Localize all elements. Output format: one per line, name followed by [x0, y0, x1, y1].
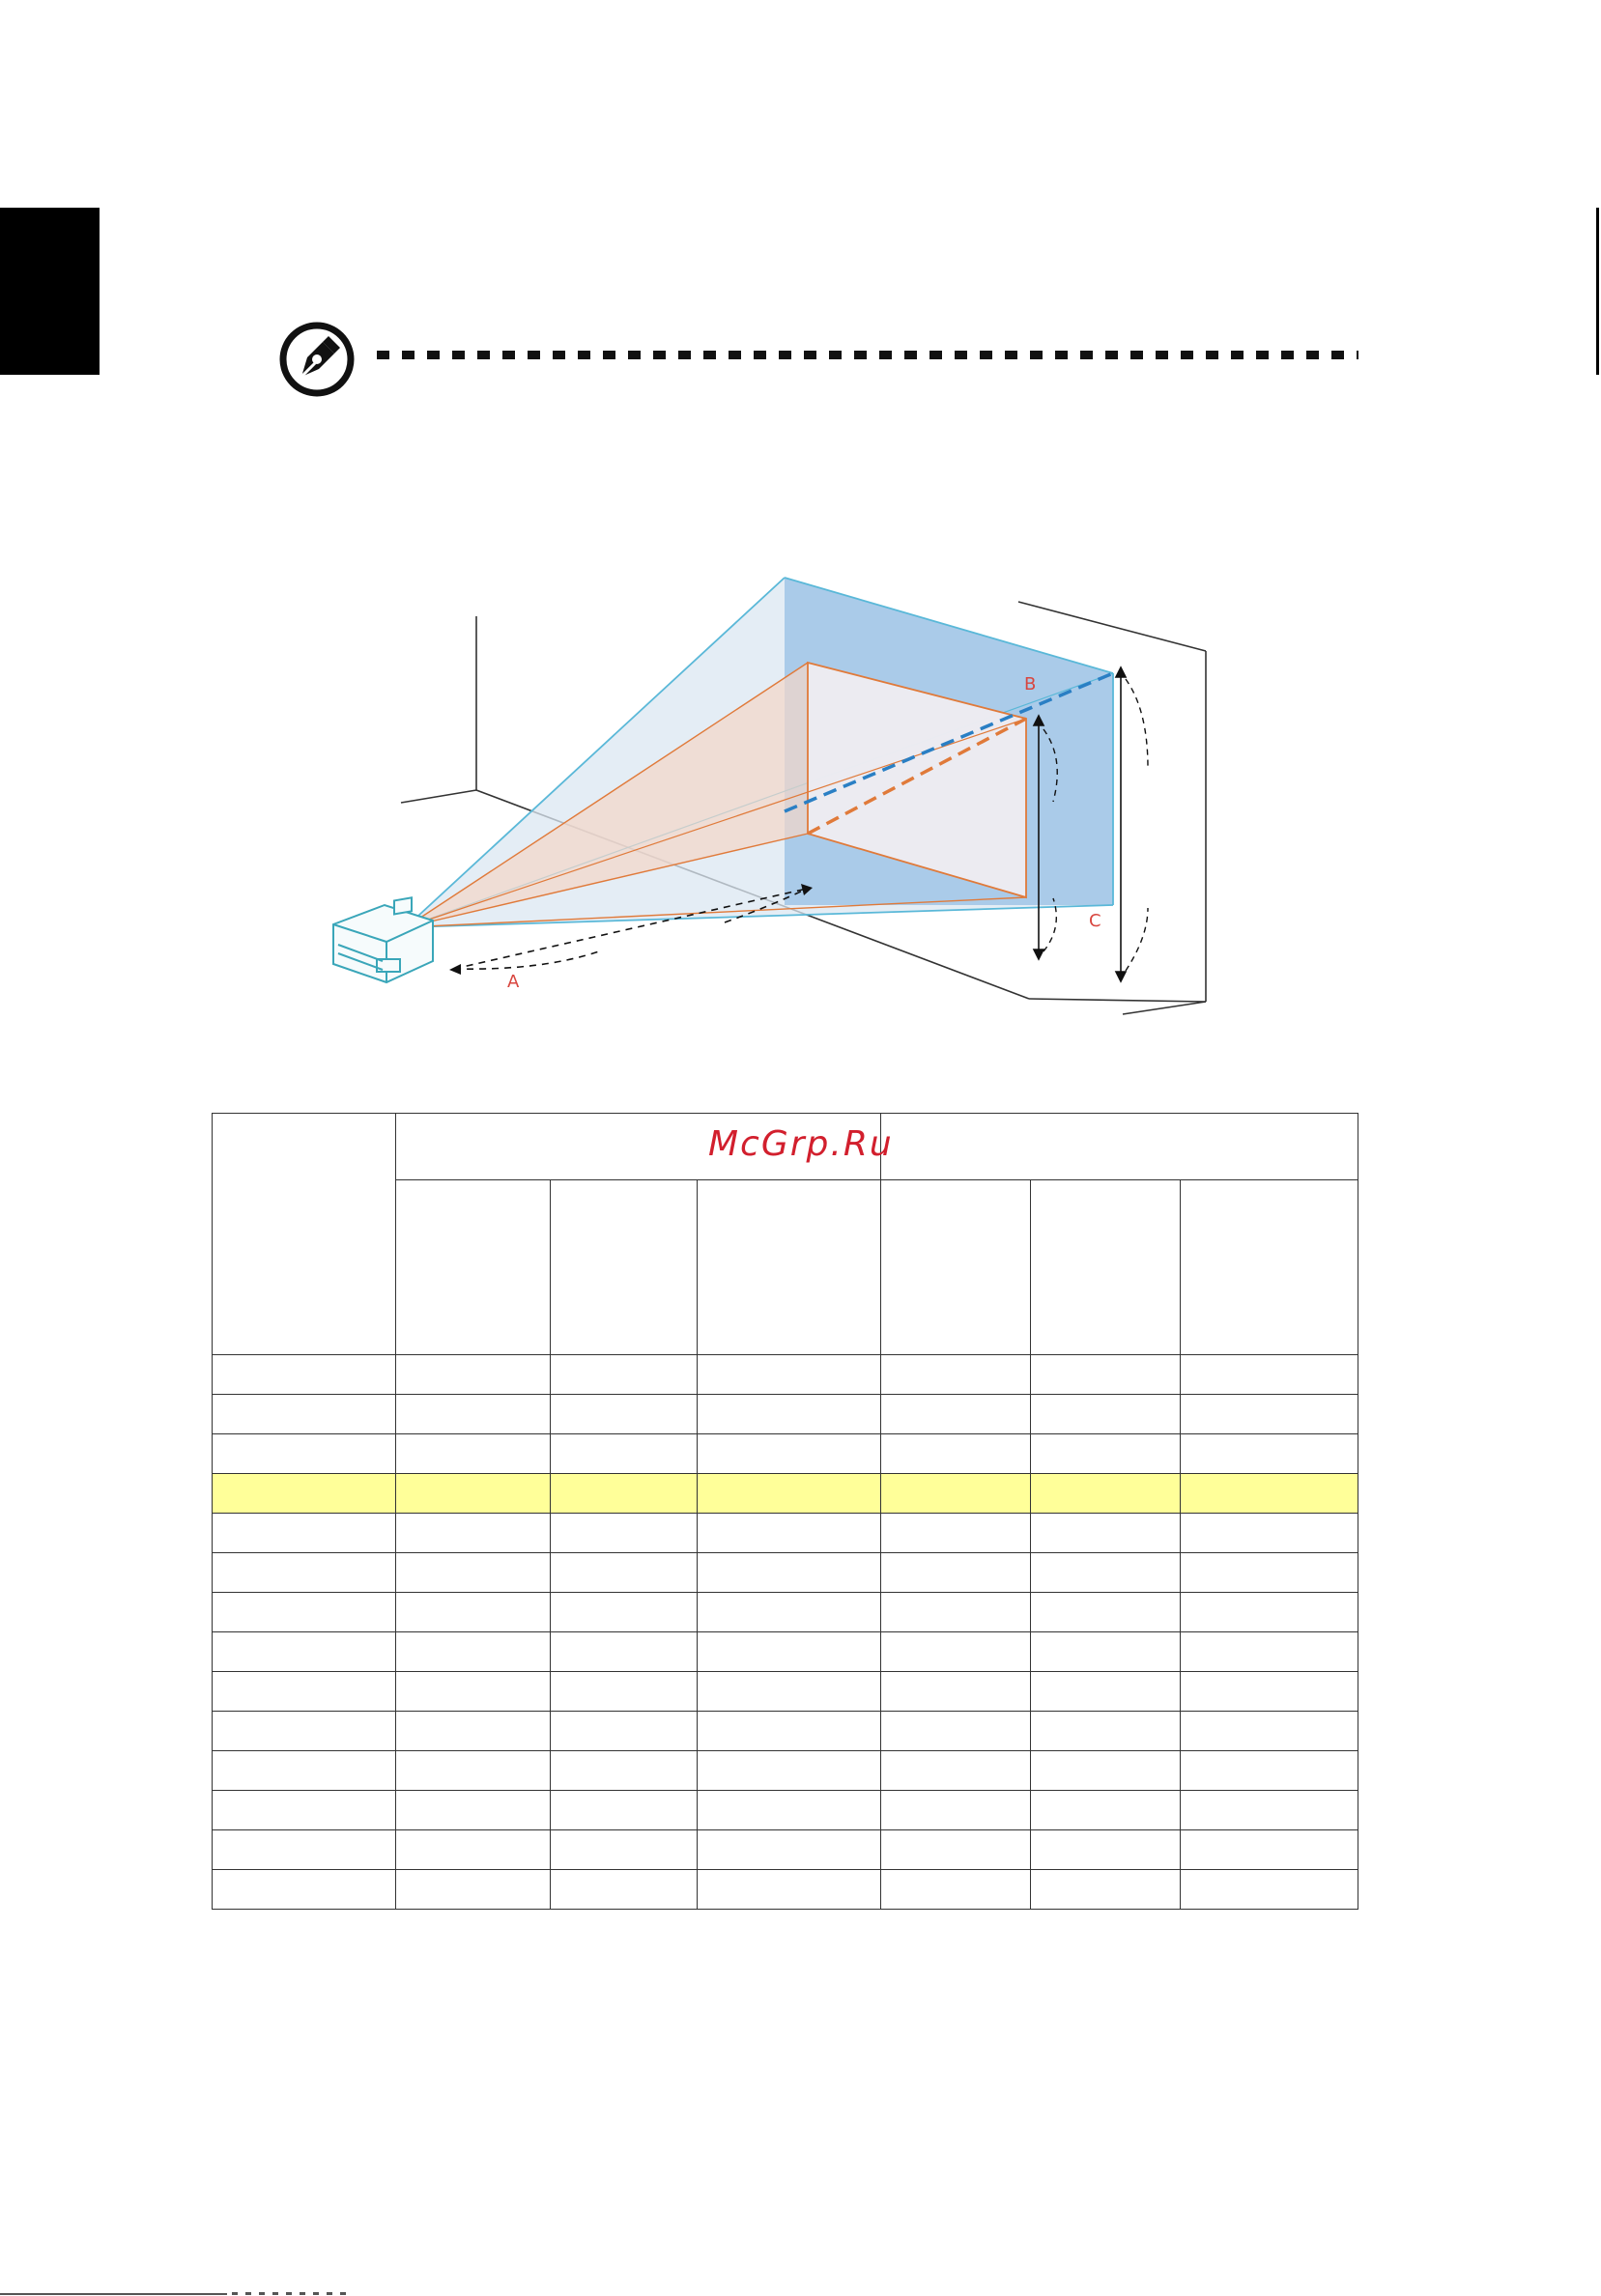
side-section-tab: [0, 208, 100, 375]
right-margin-rule: [1596, 208, 1599, 375]
table-row: [213, 1751, 1358, 1791]
table-header-cell: [1031, 1180, 1181, 1355]
label-b: B: [1024, 674, 1037, 694]
table-row: [213, 1593, 1358, 1632]
bottom-ticks: [232, 2292, 348, 2295]
table-header-cell: [396, 1180, 551, 1355]
table-row-highlighted: [213, 1474, 1358, 1514]
table-row: [213, 1434, 1358, 1474]
table-row: [213, 1632, 1358, 1672]
table-row: [213, 1514, 1358, 1553]
table-row: [213, 1791, 1358, 1830]
table-header-cell: [698, 1180, 881, 1355]
projection-distance-table: [212, 1113, 1358, 1910]
pen-nib-icon: [278, 321, 356, 398]
table-row: [213, 1712, 1358, 1751]
table-header-cell: [881, 1180, 1031, 1355]
projection-diagram: [309, 565, 1237, 1038]
table-header-cell: [551, 1180, 698, 1355]
table-row: [213, 1553, 1358, 1593]
bottom-rule: [0, 2293, 227, 2295]
table-row: [213, 1870, 1358, 1910]
note-dotted-separator: [377, 351, 1358, 359]
projector-icon: [333, 897, 433, 982]
label-c: C: [1089, 911, 1101, 931]
label-a: A: [507, 972, 520, 992]
table-row: [213, 1672, 1358, 1712]
table-row: [213, 1355, 1358, 1395]
table-group-header: [881, 1114, 1358, 1180]
table-row: [213, 1830, 1358, 1870]
table-row: [213, 1395, 1358, 1434]
table-header-cell: [1181, 1180, 1358, 1355]
watermark-text: McGrp.Ru: [708, 1124, 894, 1164]
table-header-cell: [213, 1114, 396, 1355]
